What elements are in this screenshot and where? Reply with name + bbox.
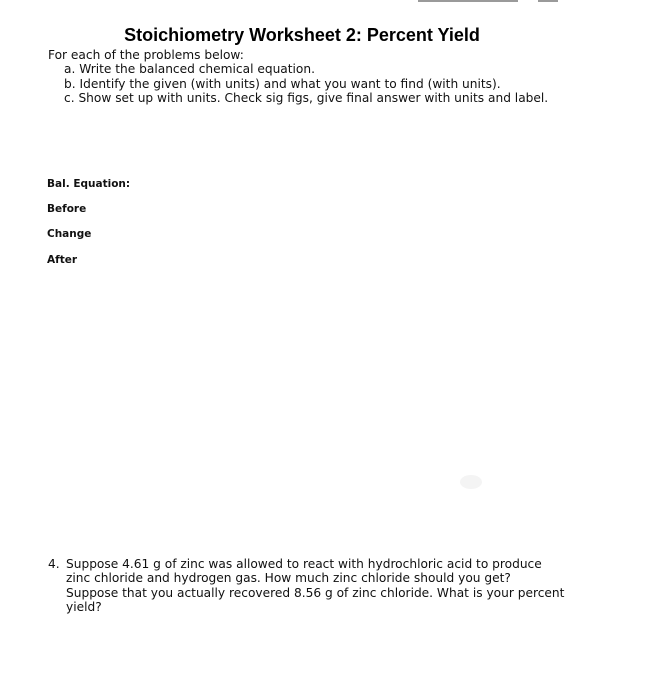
instruction-item-c: c. Show set up with units. Check sig figs, give final answer with units and label. [64,91,549,106]
top-rule-right [538,0,558,2]
change-label: Change [47,228,92,240]
problem-part-2: Suppose that you actually recovered 8.56 g of zinc chloride. What is your percent yield? [66,585,565,615]
scan-smudge [460,475,482,489]
instructions [48,48,568,106]
instructions-list [48,62,568,105]
page-title: Stoichiometry Worksheet 2: Percent Yield [124,25,480,46]
instructions-lead: For each of the problems below: [48,48,244,62]
instruction-item-b: b. Identify the given (with units) and what you want to find (with units). [64,76,501,91]
problem-4 [48,557,568,615]
before-label: Before [47,203,87,215]
problem-part-1: Suppose 4.61 g of zinc was allowed to react with hydrochloric acid to produce zinc chloride and hydrogen gas. How much zinc chloride should you get? [66,557,542,586]
after-label: After [47,254,78,266]
top-rule-left [418,0,518,2]
balanced-equation-label: Bal. Equation: [47,178,131,190]
problem-number: 4. [48,557,60,571]
instruction-item-a: a. Write the balanced chemical equation. [64,62,315,77]
problem-body [66,557,568,615]
